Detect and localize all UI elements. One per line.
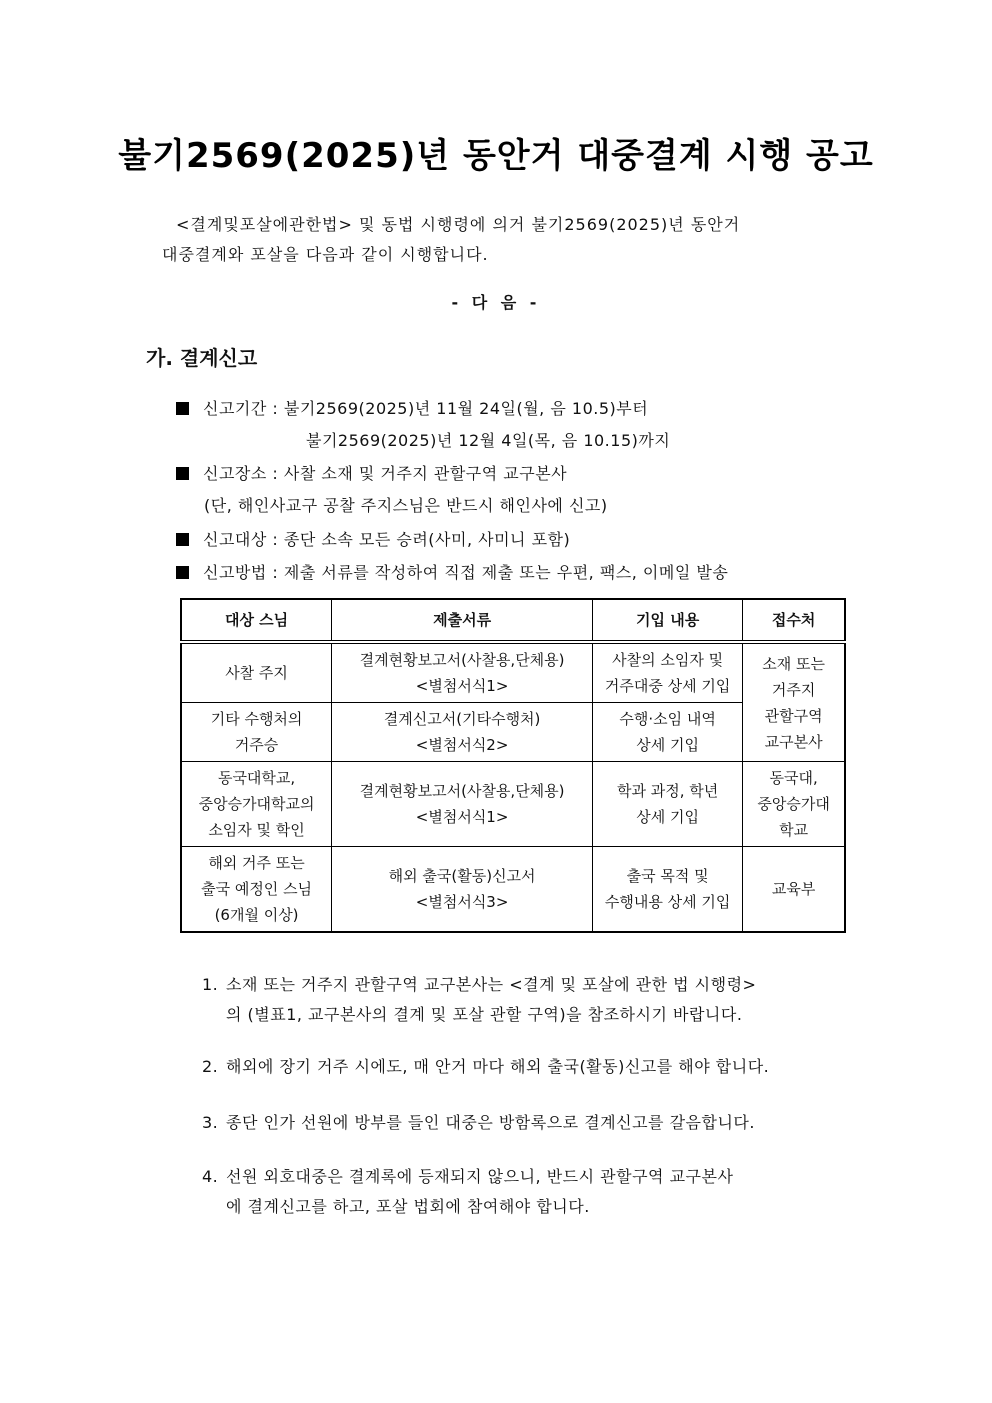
- info-target: [176, 527, 570, 550]
- square-bullet-icon: [176, 402, 189, 415]
- intro-paragraph: [162, 210, 830, 270]
- note-number: 4.: [202, 1167, 219, 1186]
- header-content: 기입 내용: [593, 599, 743, 642]
- note-text: 선원 외호대중은 결계록에 등재되지 않으니, 반드시 관할구역 교구본사: [226, 1167, 734, 1186]
- square-bullet-icon: [176, 566, 189, 579]
- cell-target: 해외 거주 또는 출국 예정인 스님 (6개월 이상): [181, 847, 332, 933]
- info-period-text: 신고기간 : 불기2569(2025)년 11월 24일(월, 음 10.5)부터: [203, 399, 649, 418]
- note-3: [202, 1108, 842, 1138]
- note-text: 종단 인가 선원에 방부를 들인 대중은 방함록으로 결계신고를 갈음합니다.: [226, 1113, 755, 1132]
- note-number: 3.: [202, 1113, 219, 1132]
- cell-content: 출국 목적 및 수행내용 상세 기입: [593, 847, 743, 933]
- daum-heading: - 다 음 -: [451, 293, 541, 312]
- note-1: [202, 970, 842, 1030]
- page-title: 불기2569(2025)년 동안거 대중결계 시행 공고: [118, 136, 874, 176]
- note-4: [202, 1162, 842, 1222]
- info-place-text: 신고장소 : 사찰 소재 및 거주지 관할구역 교구본사: [203, 464, 568, 483]
- info-method: [176, 560, 728, 583]
- table-header-row: [181, 599, 845, 642]
- info-period-cont: 불기2569(2025)년 12월 4일(목, 음 10.15)까지: [306, 431, 671, 450]
- info-method-text: 신고방법 : 제출 서류를 작성하여 직접 제출 또는 우편, 팩스, 이메일 발송: [203, 563, 729, 582]
- header-office: 접수처: [743, 599, 845, 642]
- note-text-cont: 의 (별표1, 교구본사의 결계 및 포살 관할 구역)을 참조하시기 바랍니다.: [226, 1005, 743, 1024]
- cell-docs: 결계신고서(기타수행처) <별첨서식2>: [332, 703, 593, 762]
- header-docs: 제출서류: [332, 599, 593, 642]
- cell-docs: 결계현황보고서(사찰용,단체용) <별첨서식1>: [332, 642, 593, 703]
- note-2: [202, 1052, 842, 1082]
- cell-content: 사찰의 소임자 및 거주대중 상세 기입: [593, 642, 743, 703]
- cell-docs: 결계현황보고서(사찰용,단체용) <별첨서식1>: [332, 762, 593, 847]
- cell-target: 사찰 주지: [181, 642, 332, 703]
- info-target-text: 신고대상 : 종단 소속 모든 승려(사미, 사미니 포함): [203, 530, 571, 549]
- info-place: [176, 461, 567, 484]
- note-number: 2.: [202, 1057, 219, 1076]
- cell-content: 학과 과정, 학년 상세 기입: [593, 762, 743, 847]
- intro-line-1: <결계및포살에관한법> 및 동법 시행령에 의거 불기2569(2025)년 동안거: [176, 215, 741, 234]
- cell-target: 동국대학교, 중앙승가대학교의 소임자 및 학인: [181, 762, 332, 847]
- cell-content: 수행·소임 내역 상세 기입: [593, 703, 743, 762]
- note-text: 소재 또는 거주지 관할구역 교구본사는 <결계 및 포살에 관한 법 시행령>: [226, 975, 757, 994]
- intro-line-2: 대중결계와 포살을 다음과 같이 시행합니다.: [162, 245, 489, 264]
- table-row: [181, 642, 845, 703]
- cell-office-merged: 소재 또는 거주지 관할구역 교구본사: [743, 642, 845, 762]
- info-period: [176, 396, 648, 419]
- note-number: 1.: [202, 975, 219, 994]
- cell-office: 교육부: [743, 847, 845, 933]
- cell-docs: 해외 출국(활동)신고서 <별첨서식3>: [332, 847, 593, 933]
- cell-target: 기타 수행처의 거주승: [181, 703, 332, 762]
- info-place-note: (단, 해인사교구 공찰 주지스님은 반드시 해인사에 신고): [204, 496, 608, 515]
- submission-table: [180, 598, 846, 933]
- header-target: 대상 스님: [181, 599, 332, 642]
- square-bullet-icon: [176, 467, 189, 480]
- note-text-cont: 에 결계신고를 하고, 포살 법회에 참여해야 합니다.: [226, 1197, 590, 1216]
- cell-office: 동국대, 중앙승가대 학교: [743, 762, 845, 847]
- section-heading: 가. 결계신고: [146, 346, 258, 370]
- table-row: [181, 847, 845, 933]
- table-row: [181, 762, 845, 847]
- square-bullet-icon: [176, 533, 189, 546]
- note-text: 해외에 장기 거주 시에도, 매 안거 마다 해외 출국(활동)신고를 해야 합니다.: [226, 1057, 770, 1076]
